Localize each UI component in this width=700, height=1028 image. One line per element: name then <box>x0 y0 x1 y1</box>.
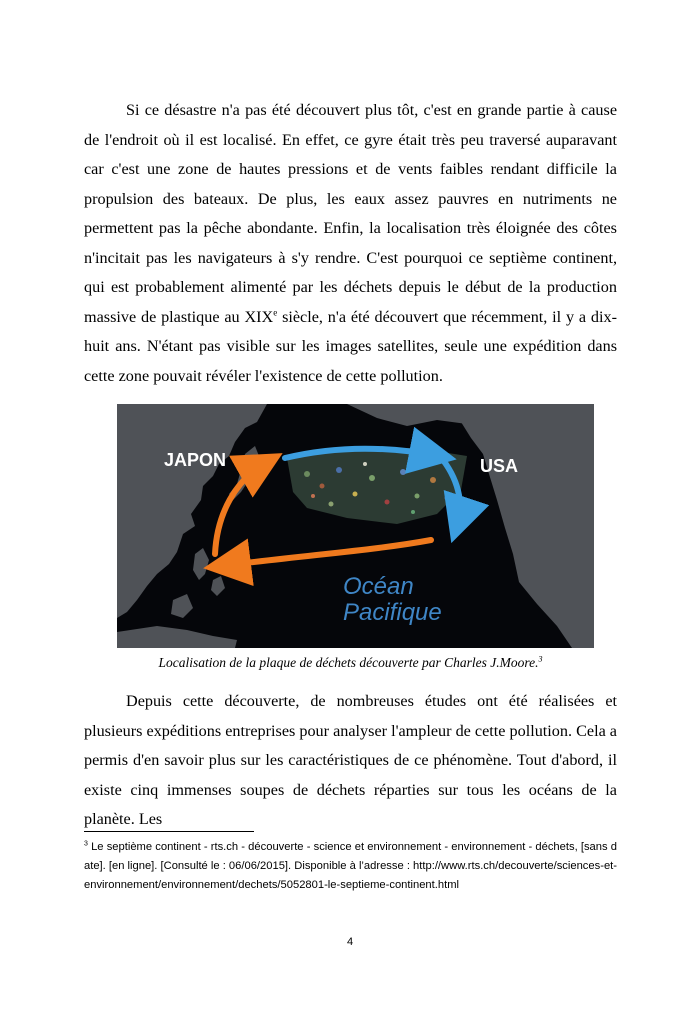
caption-text: Localisation de la plaque de déchets découverte par Charles J.Moore. <box>158 655 539 670</box>
garbage-patch-map-figure <box>117 404 594 648</box>
label-usa: USA <box>480 456 519 476</box>
footnote-number: 3 <box>84 840 88 848</box>
footnote-divider <box>84 831 254 832</box>
paragraph-studies: Depuis cette découverte, de nombreuses études ont été réalisées et plusieurs expéditions entreprises pour analyser l'ampleur de cette pollution. Cela a permis d'en savoir plus sur les caractéristiques de ce phénomène. Tout d'abord, il existe cinq immenses soupes de déchets réparties sur tous les océans de la planète. Les <box>84 692 617 828</box>
footnote-3 <box>84 838 617 895</box>
figure-caption <box>84 654 617 672</box>
caption-footnote-ref: 3 <box>538 654 543 664</box>
paragraph-1-text-a: Si ce désastre n'a pas été découvert plus tôt, c'est en grande partie à cause de l'endroit où il est localisé. En effet, ce gyre était très peu traversé auparavant car c'est une zone de hautes pressions et de vents faibles rendant difficile la propulsion des bateaux. De plus, les eaux assez pauvres en nutriments ne permettent pas la pêche abondante. Enfin, la localisation très éloignée des côtes n'incitait pas les navigateurs à s'y rendre. C'est pourquoi ce septième continent, qui est probablement alimenté par les déchets depuis le début de la production massive de plastique au XIX <box>84 101 617 326</box>
paragraph-discovery-context <box>84 96 617 391</box>
label-pacific: Pacifique <box>343 599 442 626</box>
footnote-text: Le septième continent - rts.ch - découverte - science et environnement - environnement - déchets, [sans date]. [en ligne]. [Consulté le : 06/06/2015]. Disponible à l’adresse : http://www.rts.ch/decouverte/sciences-et-environnement/environnement/dechets/5052801-le-septieme-continent.html <box>84 841 617 891</box>
paragraph-1-text-b: siècle, n'a été découvert que récemment, il y a dix-huit ans. N'étant pas visible sur les images satellites, seule une expédition dans cette zone pouvait révéler l'existence de cette pollution. <box>84 307 617 385</box>
label-ocean: Océan <box>343 573 414 600</box>
page-number: 4 <box>346 936 354 948</box>
label-japan: JAPON <box>164 450 227 470</box>
superscript-e: e <box>273 307 278 318</box>
pacific-map-illustration <box>117 404 594 648</box>
